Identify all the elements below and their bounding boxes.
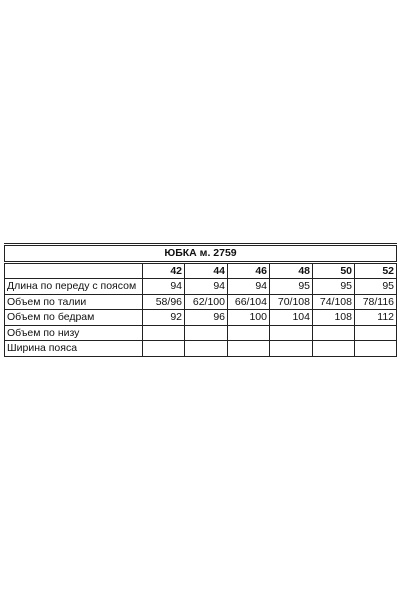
table-cell: 95 — [270, 279, 313, 295]
table-cell: 96 — [185, 310, 228, 326]
table-cell: 94 — [143, 279, 185, 295]
table-cell — [313, 325, 355, 341]
row-label: Объем по талии — [5, 294, 143, 310]
table-cell: 94 — [185, 279, 228, 295]
size-header-row — [5, 262, 397, 279]
table-cell: 92 — [143, 310, 185, 326]
table-cell: 104 — [270, 310, 313, 326]
size-header-cell: 46 — [228, 262, 270, 279]
size-header-cell: 48 — [270, 262, 313, 279]
table-cell — [185, 325, 228, 341]
table-row — [5, 325, 397, 341]
row-label: Объем по бедрам — [5, 310, 143, 326]
size-header-cell: 44 — [185, 262, 228, 279]
table-row — [5, 341, 397, 357]
table-cell: 95 — [313, 279, 355, 295]
size-header-cell: 52 — [355, 262, 397, 279]
row-label: Длина по переду с поясом — [5, 279, 143, 295]
table-cell: 108 — [313, 310, 355, 326]
table-cell: 95 — [355, 279, 397, 295]
table-cell — [228, 341, 270, 357]
table-cell — [355, 325, 397, 341]
table-cell: 58/96 — [143, 294, 185, 310]
table-cell — [270, 325, 313, 341]
table-cell — [270, 341, 313, 357]
table-cell: 100 — [228, 310, 270, 326]
table-cell — [143, 341, 185, 357]
table-cell — [228, 325, 270, 341]
table-row — [5, 294, 397, 310]
table-cell — [185, 341, 228, 357]
table-cell: 94 — [228, 279, 270, 295]
table-cell: 70/108 — [270, 294, 313, 310]
table-cell — [313, 341, 355, 357]
table-cell: 62/100 — [185, 294, 228, 310]
table-row — [5, 310, 397, 326]
table-cell — [355, 341, 397, 357]
table-cell — [143, 325, 185, 341]
size-chart — [4, 243, 396, 357]
size-header-cell: 42 — [143, 262, 185, 279]
header-corner-cell — [5, 262, 143, 279]
table-cell: 74/108 — [313, 294, 355, 310]
row-label: Объем по низу — [5, 325, 143, 341]
table-row — [5, 279, 397, 295]
size-table — [4, 243, 397, 357]
table-cell: 78/116 — [355, 294, 397, 310]
table-cell: 66/104 — [228, 294, 270, 310]
table-cell: 112 — [355, 310, 397, 326]
table-title: ЮБКА м. 2759 — [5, 245, 397, 263]
size-header-cell: 50 — [313, 262, 355, 279]
row-label: Ширина пояса — [5, 341, 143, 357]
title-row — [5, 245, 397, 263]
